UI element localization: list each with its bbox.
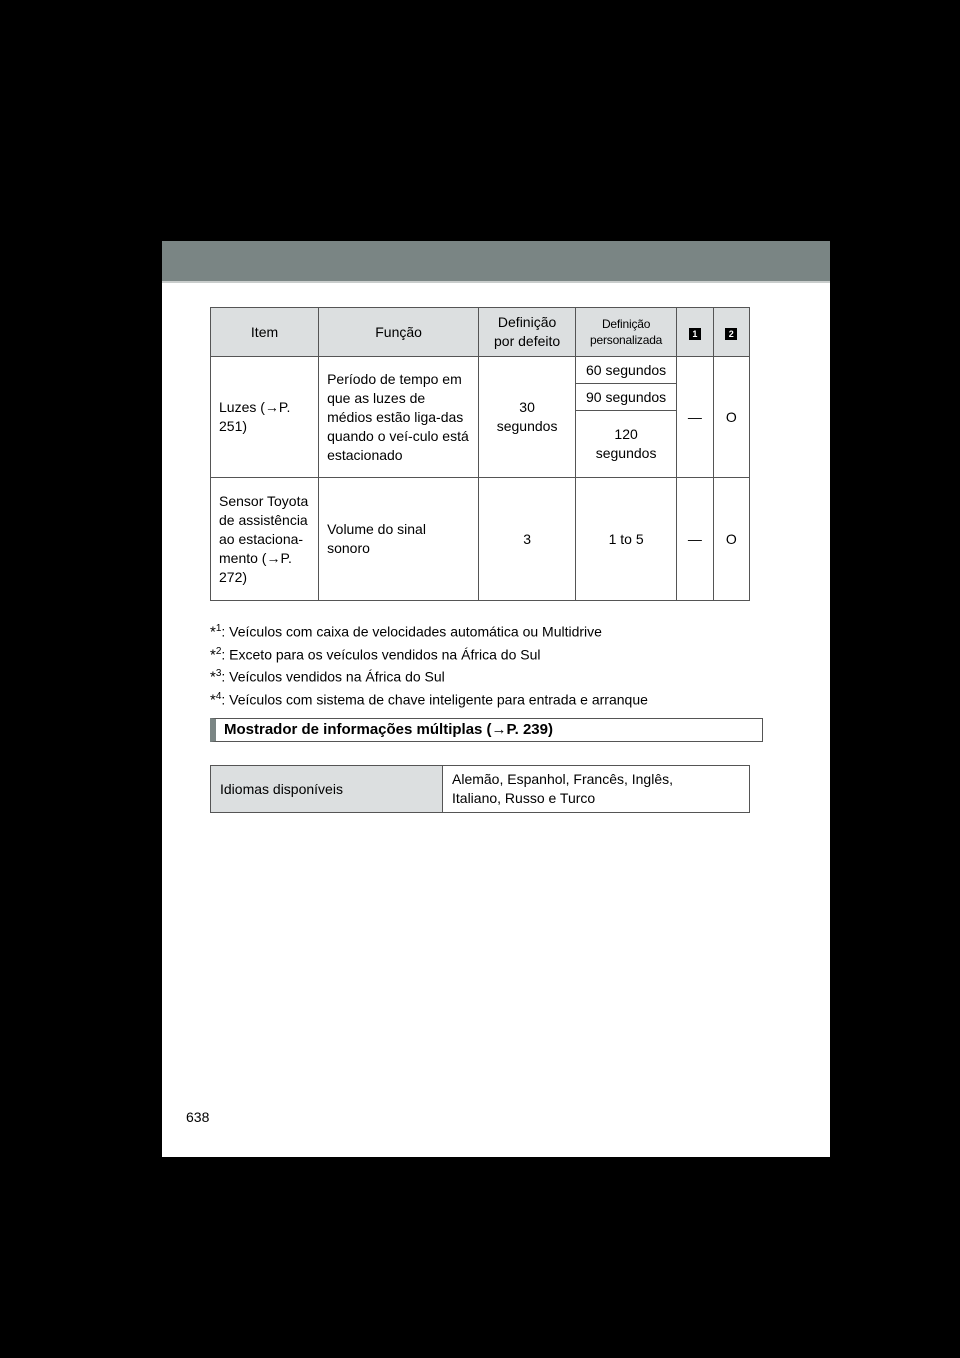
footnote-1 bbox=[210, 619, 648, 642]
row1-col1: — bbox=[677, 357, 714, 478]
footnote-star: * bbox=[210, 623, 216, 641]
row1-custom-1: 60 segundos bbox=[576, 357, 677, 384]
row2-function-text: Volume do sinal sonoro bbox=[327, 521, 426, 556]
row2-item: Sensor Toyota de assistência ao estaciona-mento (→P. 272) bbox=[211, 478, 319, 601]
badge-2-icon: 2 bbox=[725, 328, 737, 340]
badge-1-icon: 1 bbox=[689, 328, 701, 340]
footnote-mark: 1 bbox=[215, 623, 222, 634]
row2-col2: O bbox=[713, 478, 749, 601]
row2-default: 3 bbox=[479, 478, 576, 601]
header-badge-2 bbox=[713, 308, 749, 357]
languages-table bbox=[210, 765, 750, 813]
footnote-text: : Veículos com sistema de chave inteligente para entrada e arranque bbox=[221, 691, 648, 708]
row2-function bbox=[319, 478, 479, 601]
footnote-mark: 3 bbox=[215, 668, 222, 680]
header-badge-1 bbox=[677, 308, 714, 357]
table-row bbox=[211, 357, 750, 384]
page-header-bar bbox=[162, 241, 830, 283]
page-number: 638 bbox=[186, 1109, 210, 1125]
table-row bbox=[211, 766, 750, 813]
footnote-text: : Exceto para os veículos vendidos na África do Sul bbox=[221, 646, 541, 663]
row1-custom-3 bbox=[576, 411, 677, 478]
footnote-mark: 4 bbox=[215, 690, 222, 702]
footnote-mark: 2 bbox=[215, 645, 222, 657]
footnote-star: * bbox=[210, 691, 216, 709]
settings-table bbox=[210, 307, 750, 601]
row1-col2: O bbox=[713, 357, 749, 478]
languages-label: Idiomas disponíveis bbox=[211, 766, 443, 813]
footnote-2 bbox=[210, 642, 648, 665]
header-function: Função bbox=[319, 308, 479, 357]
row1-custom-2: 90 segundos bbox=[576, 384, 677, 411]
languages-value-text: Alemão, Espanhol, Francês, Inglês, Italiano, Russo e Turco bbox=[452, 771, 674, 806]
table-header-row bbox=[211, 308, 750, 357]
footnote-3 bbox=[210, 664, 648, 687]
languages-value bbox=[443, 766, 750, 813]
footnote-text: : Veículos com caixa de velocidades automática ou Multidrive bbox=[221, 623, 602, 640]
footnote-star: * bbox=[210, 668, 216, 686]
row1-default-text: 30 segundos bbox=[496, 399, 558, 434]
row1-default bbox=[479, 357, 576, 478]
header-default bbox=[479, 308, 576, 357]
footnotes bbox=[210, 619, 648, 710]
header-default-text: Definição por defeito bbox=[494, 314, 561, 349]
row2-custom: 1 to 5 bbox=[576, 478, 677, 601]
footnote-star: * bbox=[210, 646, 216, 664]
header-custom-text: Definição personalizada bbox=[590, 317, 663, 347]
header-custom bbox=[576, 308, 677, 357]
row1-item: Luzes (→P. 251) bbox=[211, 357, 319, 478]
row1-function: Período de tempo em que as luzes de médios estão liga-das quando o veí-culo está estacionado bbox=[319, 357, 479, 478]
footnote-text: : Veículos vendidos na África do Sul bbox=[221, 668, 445, 685]
table-row bbox=[211, 478, 750, 601]
manual-page bbox=[162, 241, 830, 1157]
footnote-4 bbox=[210, 687, 648, 710]
header-item: Item bbox=[211, 308, 319, 357]
section-heading: Mostrador de informações múltiplas (→P. 239) bbox=[210, 718, 763, 742]
row1-custom-3-text: 120 segundos bbox=[595, 426, 657, 461]
row2-col1: — bbox=[677, 478, 714, 601]
